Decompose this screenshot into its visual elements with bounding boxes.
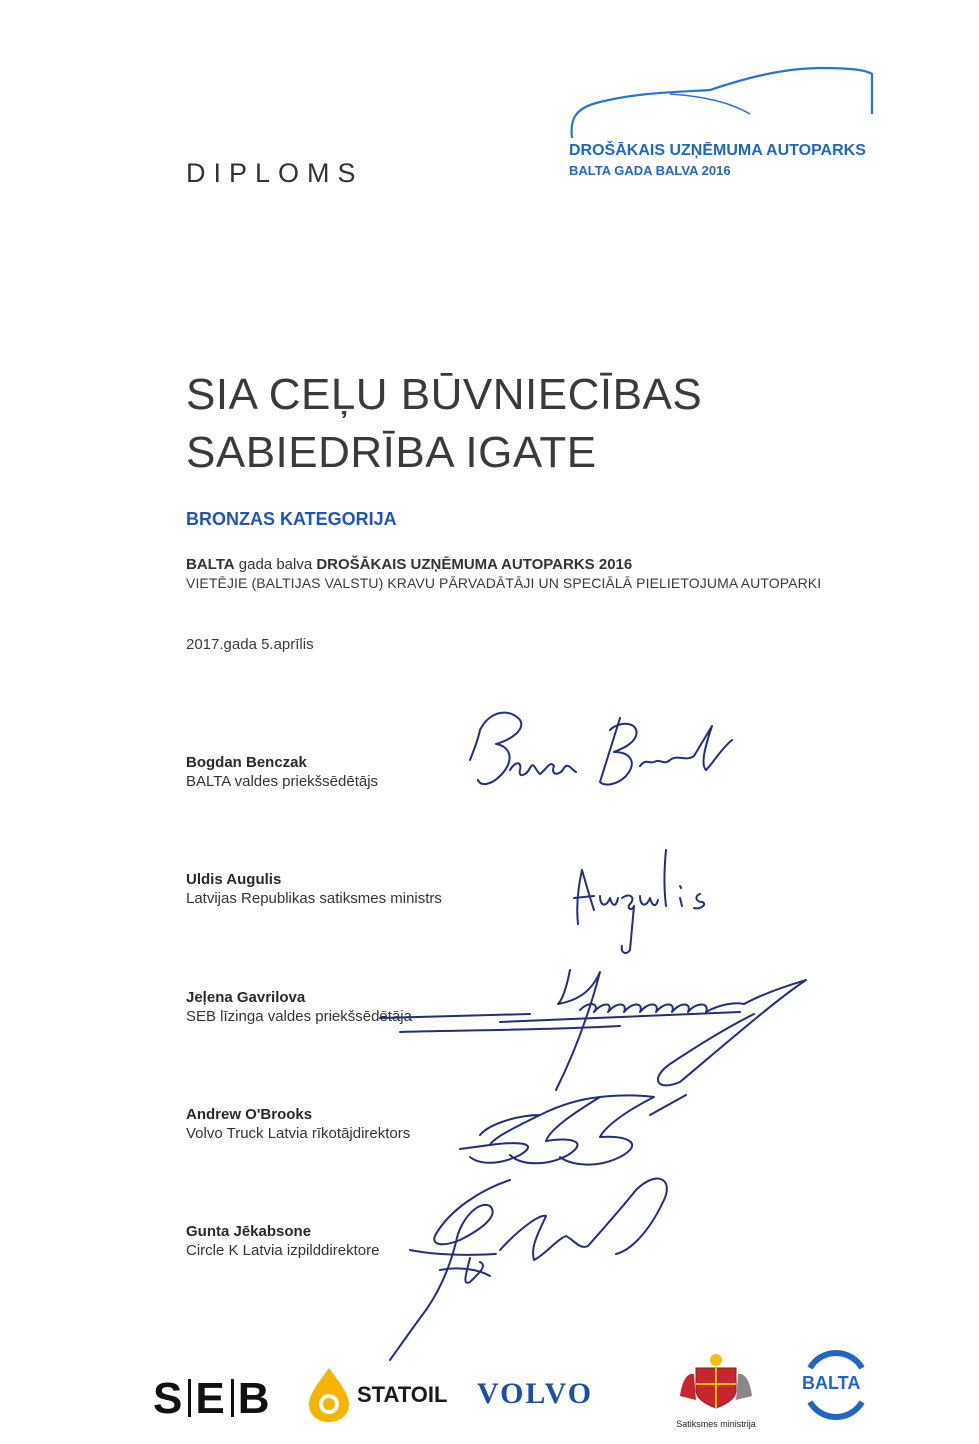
award-category: BRONZAS KATEGORIJA xyxy=(186,509,397,529)
ministry-logo xyxy=(668,1350,764,1429)
signer-role: BALTA valdes priekšsēdētājs xyxy=(186,773,379,790)
award-prefix: BALTA xyxy=(186,556,235,573)
award-date: 2017.gada 5.aprīlis xyxy=(186,636,314,653)
signer-block xyxy=(186,988,412,1026)
balta-logo xyxy=(796,1344,876,1424)
signer-name: Gunta Jēkabsone xyxy=(186,1223,312,1240)
volvo-logo: VOLVO xyxy=(477,1377,594,1410)
sponsor-logos xyxy=(0,1340,979,1440)
award-line xyxy=(186,556,632,573)
signer-name: Andrew O'Brooks xyxy=(186,1106,313,1123)
award-logo-title: DROŠĀKAIS UZŅĒMUMA AUTOPARKS xyxy=(569,142,866,159)
ministry-name: Satiksmes ministrija xyxy=(676,1419,756,1429)
signer-name: Jeļena Gavrilova xyxy=(186,989,306,1006)
signer-name: Bogdan Benczak xyxy=(186,754,307,771)
seb-letter: E xyxy=(195,1374,227,1423)
signature-augulis xyxy=(560,840,730,960)
seb-letter: B xyxy=(237,1374,272,1423)
signer-role: Circle K Latvia izpilddirektore xyxy=(186,1242,380,1259)
signature-obrooks xyxy=(450,1085,710,1175)
drop-icon xyxy=(305,1366,353,1422)
statoil-logo xyxy=(305,1366,448,1427)
balta-wordmark: BALTA xyxy=(802,1373,861,1393)
car-outline-icon xyxy=(560,62,880,142)
coat-of-arms-icon xyxy=(676,1350,756,1412)
signer-block xyxy=(186,753,378,791)
company-line-1: SIA CEĻU BŪVNIECĪBAS xyxy=(186,370,703,419)
company-line-2: SABIEDRĪBA IGATE xyxy=(186,428,597,477)
award-logo xyxy=(560,62,880,192)
signer-role: Latvijas Republikas satiksmes ministrs xyxy=(186,890,442,907)
signer-block xyxy=(186,1222,379,1260)
signature-benczak xyxy=(450,700,750,810)
signature-gavrilova xyxy=(380,960,820,1100)
document-title: DIPLOMS xyxy=(186,158,364,188)
award-middle: gada balva xyxy=(234,556,317,573)
signer-role: SEB līzinga valdes priekšsēdētāja xyxy=(186,1008,412,1025)
award-name: DROŠĀKAIS UZŅĒMUMA AUTOPARKS 2016 xyxy=(316,556,633,573)
award-subtitle: VIETĒJIE (BALTIJAS VALSTU) KRAVU PĀRVADĀTĀJI UN SPECIĀLĀ PIELIETOJUMA AUTOPARKI xyxy=(186,575,822,591)
award-logo-subtitle: BALTA GADA BALVA 2016 xyxy=(569,163,731,178)
signer-block xyxy=(186,1105,410,1143)
seb-letter: S xyxy=(153,1374,185,1423)
seb-logo xyxy=(153,1374,272,1424)
statoil-wordmark: STATOIL xyxy=(357,1382,448,1407)
signer-name: Uldis Augulis xyxy=(186,871,282,888)
recipient-company xyxy=(186,366,702,482)
signer-role: Volvo Truck Latvia rīkotājdirektors xyxy=(186,1125,411,1142)
signer-block xyxy=(186,870,442,908)
